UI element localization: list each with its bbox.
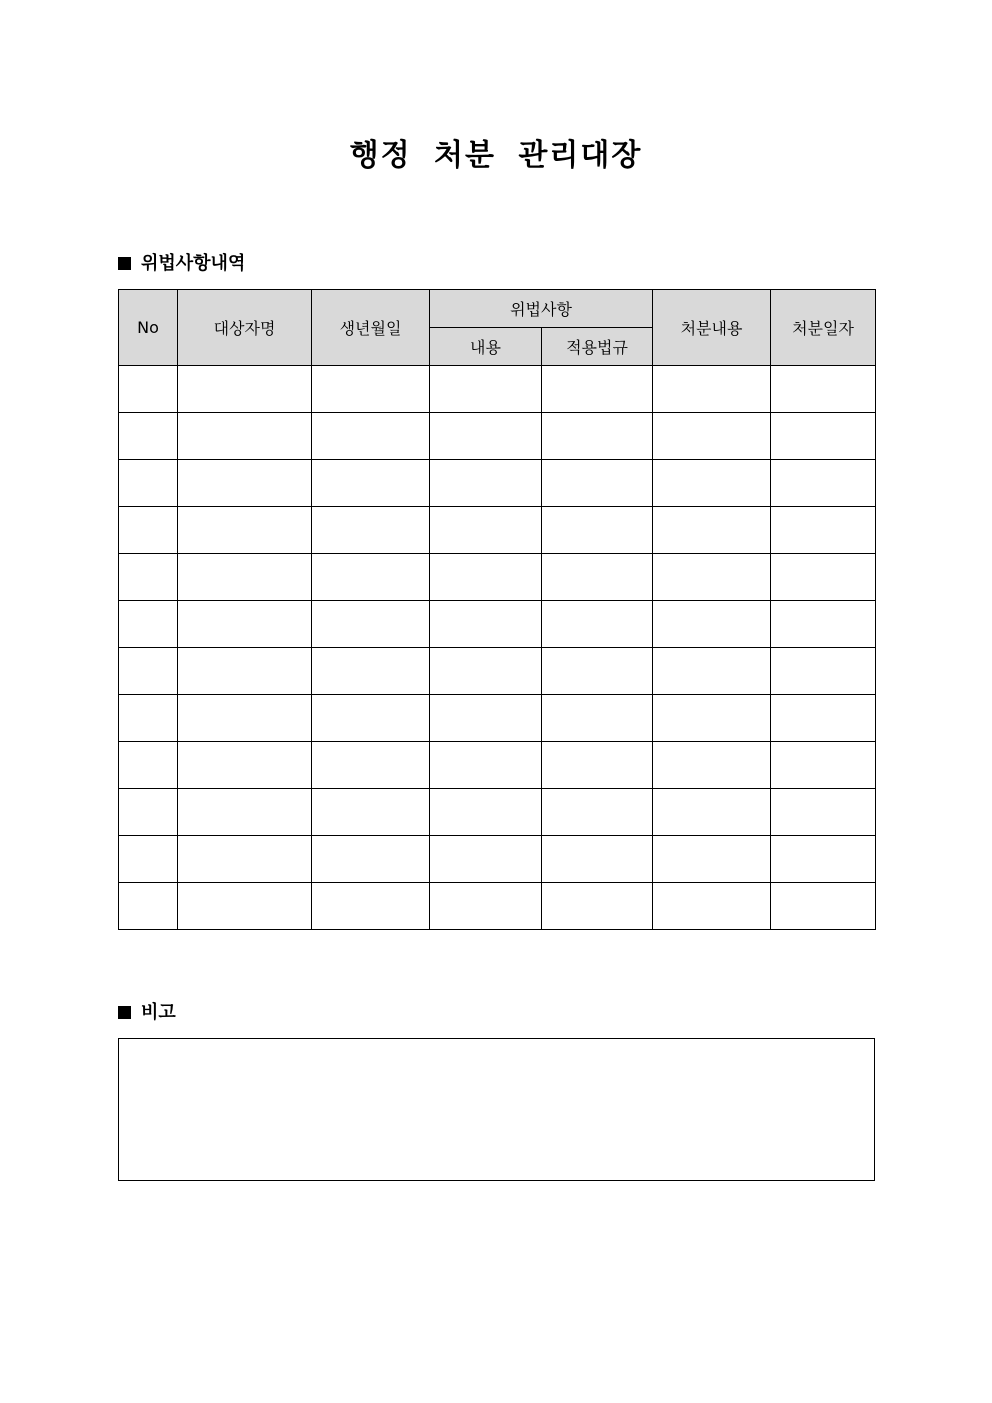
cell-birth-date[interactable] [312, 836, 430, 883]
cell-applicable-law[interactable] [542, 366, 653, 413]
cell-name[interactable] [178, 601, 312, 648]
cell-disposition-date[interactable] [771, 789, 876, 836]
cell-no[interactable] [119, 413, 178, 460]
cell-name[interactable] [178, 554, 312, 601]
cell-birth-date[interactable] [312, 366, 430, 413]
cell-disposition-date[interactable] [771, 695, 876, 742]
cell-birth-date[interactable] [312, 554, 430, 601]
table-row [119, 413, 876, 460]
cell-disposition[interactable] [653, 883, 771, 930]
cell-name[interactable] [178, 507, 312, 554]
square-bullet-icon [118, 1006, 131, 1019]
cell-name[interactable] [178, 366, 312, 413]
cell-birth-date[interactable] [312, 507, 430, 554]
cell-disposition[interactable] [653, 648, 771, 695]
page-title: 행정 처분 관리대장 [349, 138, 643, 173]
cell-applicable-law[interactable] [542, 695, 653, 742]
cell-birth-date[interactable] [312, 413, 430, 460]
cell-disposition-date[interactable] [771, 507, 876, 554]
cell-no[interactable] [119, 366, 178, 413]
cell-disposition-date[interactable] [771, 366, 876, 413]
cell-violation-content[interactable] [430, 413, 542, 460]
cell-violation-content[interactable] [430, 742, 542, 789]
cell-applicable-law[interactable] [542, 507, 653, 554]
table-row [119, 836, 876, 883]
cell-disposition[interactable] [653, 695, 771, 742]
cell-violation-content[interactable] [430, 883, 542, 930]
cell-disposition[interactable] [653, 554, 771, 601]
violations-table [118, 289, 876, 930]
cell-disposition-date[interactable] [771, 883, 876, 930]
cell-disposition[interactable] [653, 742, 771, 789]
cell-applicable-law[interactable] [542, 413, 653, 460]
cell-name[interactable] [178, 789, 312, 836]
cell-applicable-law[interactable] [542, 460, 653, 507]
header-violation-group: 위법사항 [430, 290, 653, 328]
cell-disposition[interactable] [653, 460, 771, 507]
cell-birth-date[interactable] [312, 460, 430, 507]
table-body [119, 366, 876, 930]
cell-disposition[interactable] [653, 366, 771, 413]
cell-violation-content[interactable] [430, 695, 542, 742]
table-row [119, 742, 876, 789]
cell-name[interactable] [178, 413, 312, 460]
cell-birth-date[interactable] [312, 883, 430, 930]
cell-applicable-law[interactable] [542, 883, 653, 930]
cell-applicable-law[interactable] [542, 742, 653, 789]
cell-applicable-law[interactable] [542, 836, 653, 883]
table-row [119, 366, 876, 413]
cell-disposition[interactable] [653, 601, 771, 648]
cell-disposition[interactable] [653, 413, 771, 460]
cell-name[interactable] [178, 742, 312, 789]
cell-violation-content[interactable] [430, 460, 542, 507]
table-row [119, 648, 876, 695]
cell-no[interactable] [119, 601, 178, 648]
remarks-section-heading [118, 1001, 176, 1025]
cell-name[interactable] [178, 836, 312, 883]
table-row [119, 460, 876, 507]
header-birth-date: 생년월일 [312, 290, 430, 366]
header-applicable-law: 적용법규 [542, 328, 653, 366]
cell-disposition-date[interactable] [771, 460, 876, 507]
cell-birth-date[interactable] [312, 742, 430, 789]
table-header-row [119, 290, 876, 328]
cell-no[interactable] [119, 648, 178, 695]
cell-no[interactable] [119, 554, 178, 601]
square-bullet-icon [118, 257, 131, 270]
cell-disposition-date[interactable] [771, 648, 876, 695]
cell-no[interactable] [119, 460, 178, 507]
table-row [119, 883, 876, 930]
table-row [119, 601, 876, 648]
remarks-heading-label: 비고 [141, 1002, 176, 1023]
cell-violation-content[interactable] [430, 648, 542, 695]
cell-violation-content[interactable] [430, 366, 542, 413]
violations-heading-label: 위법사항내역 [141, 253, 246, 274]
cell-name[interactable] [178, 883, 312, 930]
cell-name[interactable] [178, 648, 312, 695]
cell-name[interactable] [178, 695, 312, 742]
header-name: 대상자명 [178, 290, 312, 366]
cell-disposition[interactable] [653, 789, 771, 836]
cell-disposition[interactable] [653, 507, 771, 554]
header-disposition-date: 처분일자 [771, 290, 876, 366]
cell-applicable-law[interactable] [542, 554, 653, 601]
cell-name[interactable] [178, 460, 312, 507]
table-row [119, 554, 876, 601]
cell-no[interactable] [119, 883, 178, 930]
table-row [119, 789, 876, 836]
header-no: No [119, 290, 178, 366]
cell-no[interactable] [119, 789, 178, 836]
cell-birth-date[interactable] [312, 648, 430, 695]
cell-violation-content[interactable] [430, 836, 542, 883]
violations-section-heading [118, 252, 245, 276]
cell-disposition-date[interactable] [771, 413, 876, 460]
cell-violation-content[interactable] [430, 789, 542, 836]
cell-no[interactable] [119, 507, 178, 554]
cell-birth-date[interactable] [312, 695, 430, 742]
cell-applicable-law[interactable] [542, 601, 653, 648]
remarks-box[interactable] [118, 1038, 875, 1181]
cell-applicable-law[interactable] [542, 789, 653, 836]
cell-violation-content[interactable] [430, 554, 542, 601]
header-violation-content: 내용 [430, 328, 542, 366]
cell-disposition-date[interactable] [771, 554, 876, 601]
cell-no[interactable] [119, 695, 178, 742]
table-row [119, 507, 876, 554]
cell-violation-content[interactable] [430, 601, 542, 648]
cell-birth-date[interactable] [312, 789, 430, 836]
cell-birth-date[interactable] [312, 601, 430, 648]
table-row [119, 695, 876, 742]
header-disposition: 처분내용 [653, 290, 771, 366]
cell-disposition-date[interactable] [771, 742, 876, 789]
cell-disposition-date[interactable] [771, 836, 876, 883]
cell-disposition-date[interactable] [771, 601, 876, 648]
cell-applicable-law[interactable] [542, 648, 653, 695]
cell-no[interactable] [119, 742, 178, 789]
cell-disposition[interactable] [653, 836, 771, 883]
cell-no[interactable] [119, 836, 178, 883]
cell-violation-content[interactable] [430, 507, 542, 554]
